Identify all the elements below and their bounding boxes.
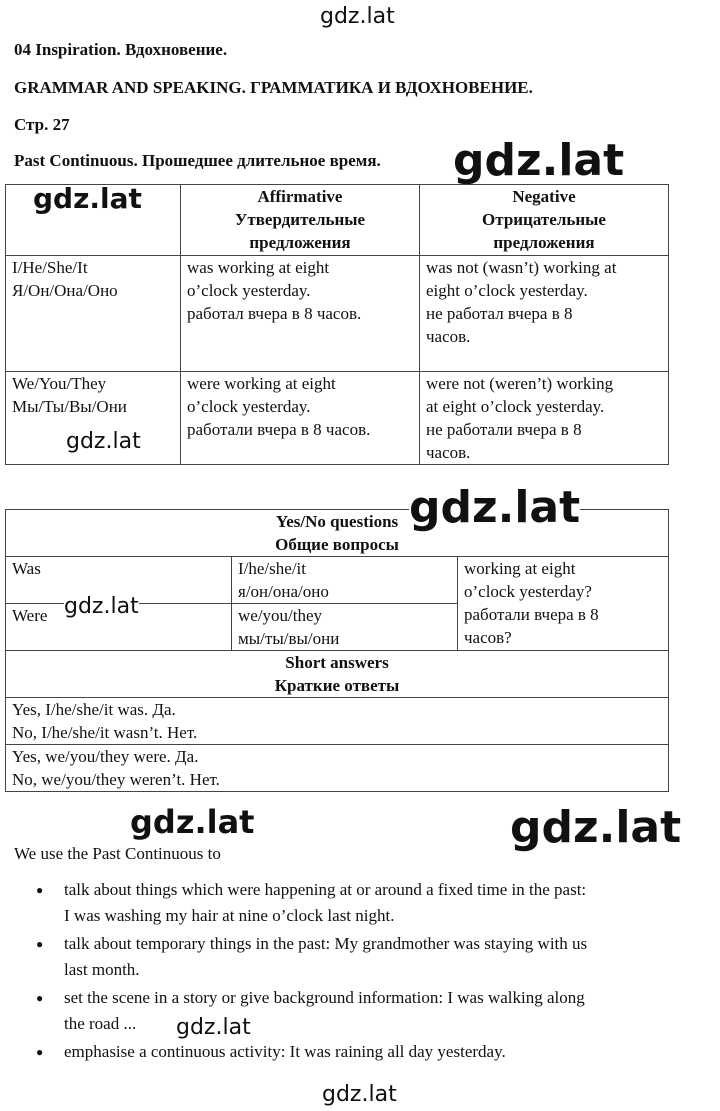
affirmative-header: Affirmative Утвердительные предложения (181, 185, 420, 256)
watermark: gdz.lat (176, 1015, 251, 1040)
negative-header: Negative Отрицательные предложения (420, 185, 669, 256)
table-row (6, 256, 669, 372)
unit-title: 04 Inspiration. Вдохновение. (14, 40, 228, 59)
watermark: gdz.lat (66, 429, 141, 454)
page-number: Стр. 27 (14, 115, 70, 134)
watermark: gdz.lat (320, 4, 395, 29)
questions-table (5, 509, 669, 792)
list-item: ● talk about things which were happening at or around a fixed time in the past: I was washing my hair at nine o’clock last night. (14, 877, 704, 929)
watermark: gdz.lat (64, 594, 139, 619)
list-item: ● talk about temporary things in the past: My grandmother was staying with us last month. (14, 931, 704, 983)
usage-intro: We use the Past Continuous to (14, 844, 221, 863)
watermark: gdz.lat (453, 135, 625, 186)
watermark: gdz.lat (33, 182, 142, 215)
list-item: ● emphasise a continuous activity: It was raining all day yesterday. (14, 1039, 704, 1065)
answers-header: Short answers Краткие ответы (6, 651, 669, 698)
subject-cell: We/You/They Мы/Ты/Вы/Они (6, 372, 181, 465)
question-rest-cell: working at eight o’clock yesterday? работали вчера в 8 часов? (458, 557, 669, 651)
watermark: gdz.lat (322, 1082, 397, 1107)
affirmative-cell: were working at eight o’clock yesterday. работали вчера в 8 часов. (181, 372, 420, 465)
watermark: gdz.lat (510, 802, 682, 853)
aux-cell: Was (6, 557, 232, 604)
questions-header: Yes/No questions Общие вопросы (6, 510, 669, 557)
subject-cell: I/he/she/it я/он/она/оно (232, 557, 458, 604)
section-title: GRAMMAR AND SPEAKING. ГРАММАТИКА И ВДОХНОВЕНИЕ. (14, 78, 533, 97)
list-item: ● set the scene in a story or give background information: I was walking along the road ... (14, 985, 704, 1037)
affirmative-cell: was working at eight o’clock yesterday. работал вчера в 8 часов. (181, 256, 420, 372)
subject-cell: we/you/they мы/ты/вы/они (232, 604, 458, 651)
subject-cell: I/He/She/It Я/Он/Она/Оно (6, 256, 181, 372)
answer-cell: Yes, I/he/she/it was. Да. No, I/he/she/it wasn’t. Нет. (6, 698, 669, 745)
table-row (6, 698, 669, 745)
topic-title: Past Continuous. Прошедшее длительное время. (14, 151, 381, 170)
aux-cell: Were (6, 604, 232, 651)
usage-list (14, 877, 704, 1067)
answers-header-row (6, 651, 669, 698)
negative-cell: was not (wasn’t) working at eight o’clock yesterday. не работал вчера в 8 часов. (420, 256, 669, 372)
watermark: gdz.lat (130, 803, 255, 841)
table-row (6, 745, 669, 792)
watermark: gdz.lat (409, 482, 581, 533)
negative-cell: were not (weren’t) working at eight o’clock yesterday. не работали вчера в 8 часов. (420, 372, 669, 465)
affirmative-negative-table (5, 184, 669, 465)
answer-cell: Yes, we/you/they were. Да. No, we/you/they weren’t. Нет. (6, 745, 669, 792)
